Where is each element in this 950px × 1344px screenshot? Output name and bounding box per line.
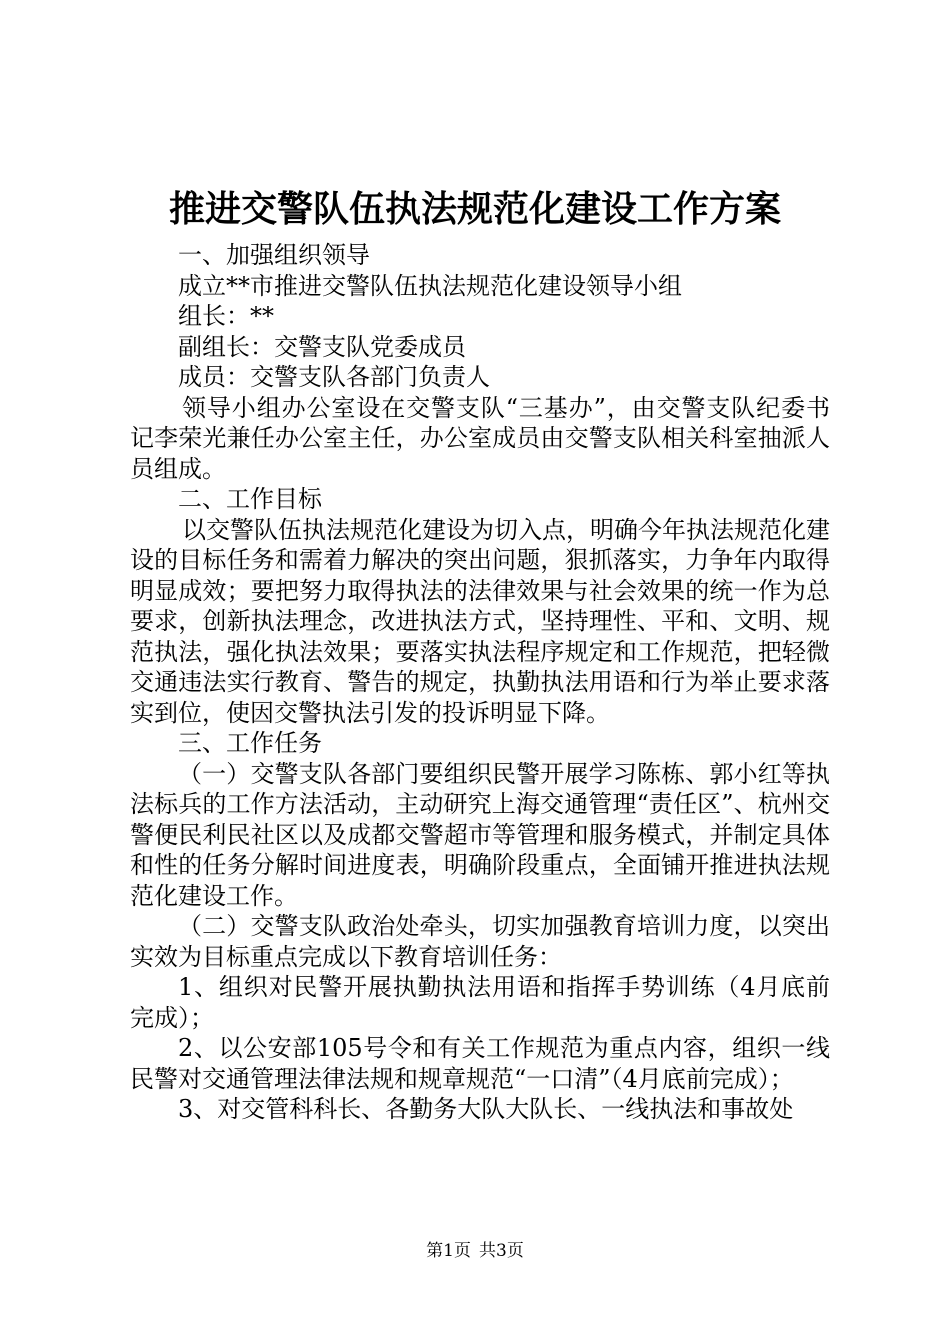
paragraph: （一）交警支队各部门要组织民警开展学习陈栋、郭小红等执法标兵的工作方法活动，主动研究上海交通管理“责任区”、杭州交警便民利民社区以及成都交警超市等管理和服务模式，并制定具体和性的任务分解时间进度表，明确阶段重点，全面铺开推进执法规范化建设工作。 bbox=[130, 759, 830, 910]
document-body bbox=[130, 240, 830, 1125]
section-heading: 一、加强组织领导 bbox=[178, 241, 370, 269]
document-title: 推进交警队伍执法规范化建设工作方案 bbox=[168, 189, 781, 230]
page-number: 第1页 bbox=[426, 1241, 471, 1261]
section-heading: 三、工作任务 bbox=[178, 729, 322, 757]
section-heading: 二、工作目标 bbox=[178, 485, 322, 513]
paragraph: 组长：** bbox=[178, 302, 274, 330]
list-item: 1、组织对民警开展执勤执法用语和指挥手势训练（4月底前完成）； bbox=[130, 973, 830, 1032]
paragraph: 领导小组办公室设在交警支队“三基办”，由交警支队纪委书记李荣光兼任办公室主任，办公室成员由交警支队相关科室抽派人员组成。 bbox=[130, 393, 830, 483]
paragraph: 成立**市推进交警队伍执法规范化建设领导小组 bbox=[178, 271, 682, 300]
paragraph: 成员：交警支队各部门负责人 bbox=[178, 363, 490, 391]
list-item: 2、以公安部105号令和有关工作规范为重点内容，组织一线民警对交通管理法律法规和规章规范“一口清”（4月底前完成）； bbox=[130, 1034, 830, 1093]
page-total: 共3页 bbox=[479, 1241, 524, 1261]
paragraph: 以交警队伍执法规范化建设为切入点，明确今年执法规范化建设的目标任务和需着力解决的突出问题，狠抓落实，力争年内取得明显成效；要把努力取得执法的法律效果与社会效果的统一作为总要求，创新执法理念，改进执法方式，坚持理性、平和、文明、规范执法，强化执法效果；要落实执法程序规定和工作规范，把轻微交通违法实行教育、警告的规定，执勤执法用语和行为举止要求落实到位，使因交警执法引发的投诉明显下降。 bbox=[130, 515, 830, 727]
page-footer bbox=[0, 1240, 950, 1262]
paragraph: （二）交警支队政治处牵头，切实加强教育培训力度，以突出实效为目标重点完成以下教育培训任务： bbox=[130, 912, 830, 971]
paragraph: 副组长：交警支队党委成员 bbox=[178, 332, 466, 361]
list-item: 3、对交管科科长、各勤务大队大队长、一线执法和事故处 bbox=[178, 1095, 794, 1123]
